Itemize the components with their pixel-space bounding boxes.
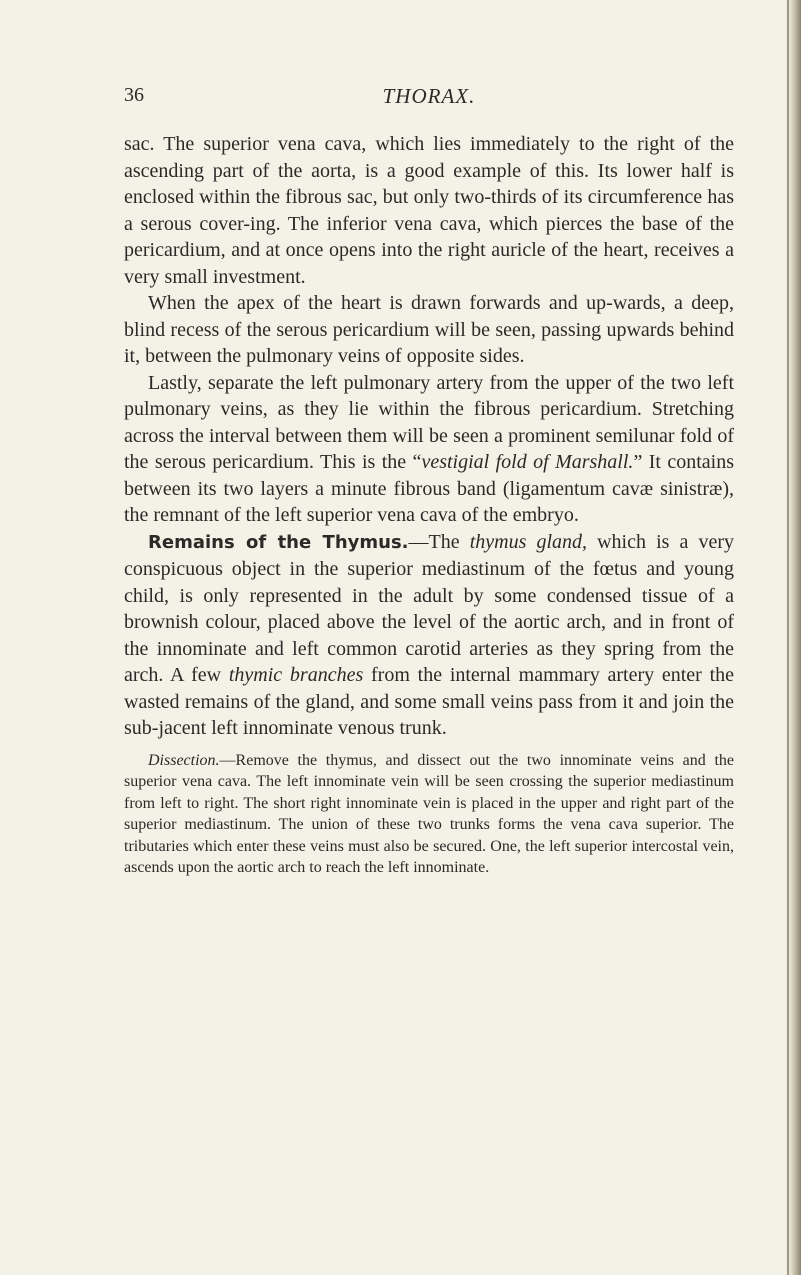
page-number: 36 <box>124 84 144 106</box>
page-body <box>124 131 734 895</box>
page-edge-line <box>787 0 789 1275</box>
vestigial-fold-term: vestigial fold of Marshall. <box>421 451 634 473</box>
thymus-gland-term: thymus gland, <box>469 530 588 553</box>
paragraph-vestigial-fold <box>124 370 734 529</box>
paragraph-text: When the apex of the heart is drawn forwards and up-wards, a deep, blind recess of the serous pericardium will be seen, passing upwards behind it, between the pulmonary veins of opposite sides. <box>124 292 734 367</box>
paragraph-text: sac. The superior vena cava, which lies immediately to the right of the ascending part of the aorta, is a good example of this. Its lower half is enclosed within the fibrous sac, but only two-thirds of its circumference has a serous cover-ing. The inferior vena cava, which pierces the base of the pericardium, and at once opens into the right auricle of the heart, receives a very small investment. <box>124 133 734 288</box>
dissection-note <box>124 750 734 879</box>
paragraph-text-start: Lastly, separate the left pulmonary artery from the upper of the two left pulmonary veins, as they lie within the fibrous pericardium. Stretching across the interval between them will be seen a prominent semilunar fold of the serous pericardium. This is the “ <box>124 371 734 473</box>
dissection-label: Dissection. <box>148 751 220 769</box>
paragraph-thymus <box>124 529 734 742</box>
paragraph-superior-vena-cava <box>124 131 734 290</box>
paragraph-text-end: from the internal mammary artery enter the wasted remains of the gland, and some small veins pass from it and join the sub-jacent left innominate venous trunk. <box>124 664 734 739</box>
thymic-branches-term: thymic branches <box>228 664 364 686</box>
section-heading-thymus: Remains of the Thymus. <box>148 531 409 553</box>
paragraph-text-end: ” It contains between its two layers a minute fibrous band (ligamentum cavæ sinistræ), the remnant of the left superior vena cava of the embryo. <box>124 451 734 526</box>
heading-dash: —The <box>408 530 470 553</box>
paragraph-text-middle: which is a very conspicuous object in the superior mediastinum of the fœtus and young child, is only represented in the adult by some condensed tissue of a brownish colour, placed above the level of the aortic arch, and in front of the innominate and left common carotid arteries as they spring from the arch. A few <box>124 530 735 686</box>
running-title: THORAX. <box>382 84 476 108</box>
dissection-text: —Remove the thymus, and dissect out the two innominate veins and the superior vena cava. The left innominate vein will be seen crossing the superior mediastinum from left to right. The short right innominate vein is placed in the upper and right part of the superior mediastinum. The union of these two trunks forms the vena cava superior. The tributaries which enter these veins must also be secured. One, the left superior intercostal vein, ascends upon the aortic arch to reach the left innominate. <box>124 751 734 876</box>
paragraph-apex-recess <box>124 290 734 370</box>
running-head <box>124 84 734 114</box>
